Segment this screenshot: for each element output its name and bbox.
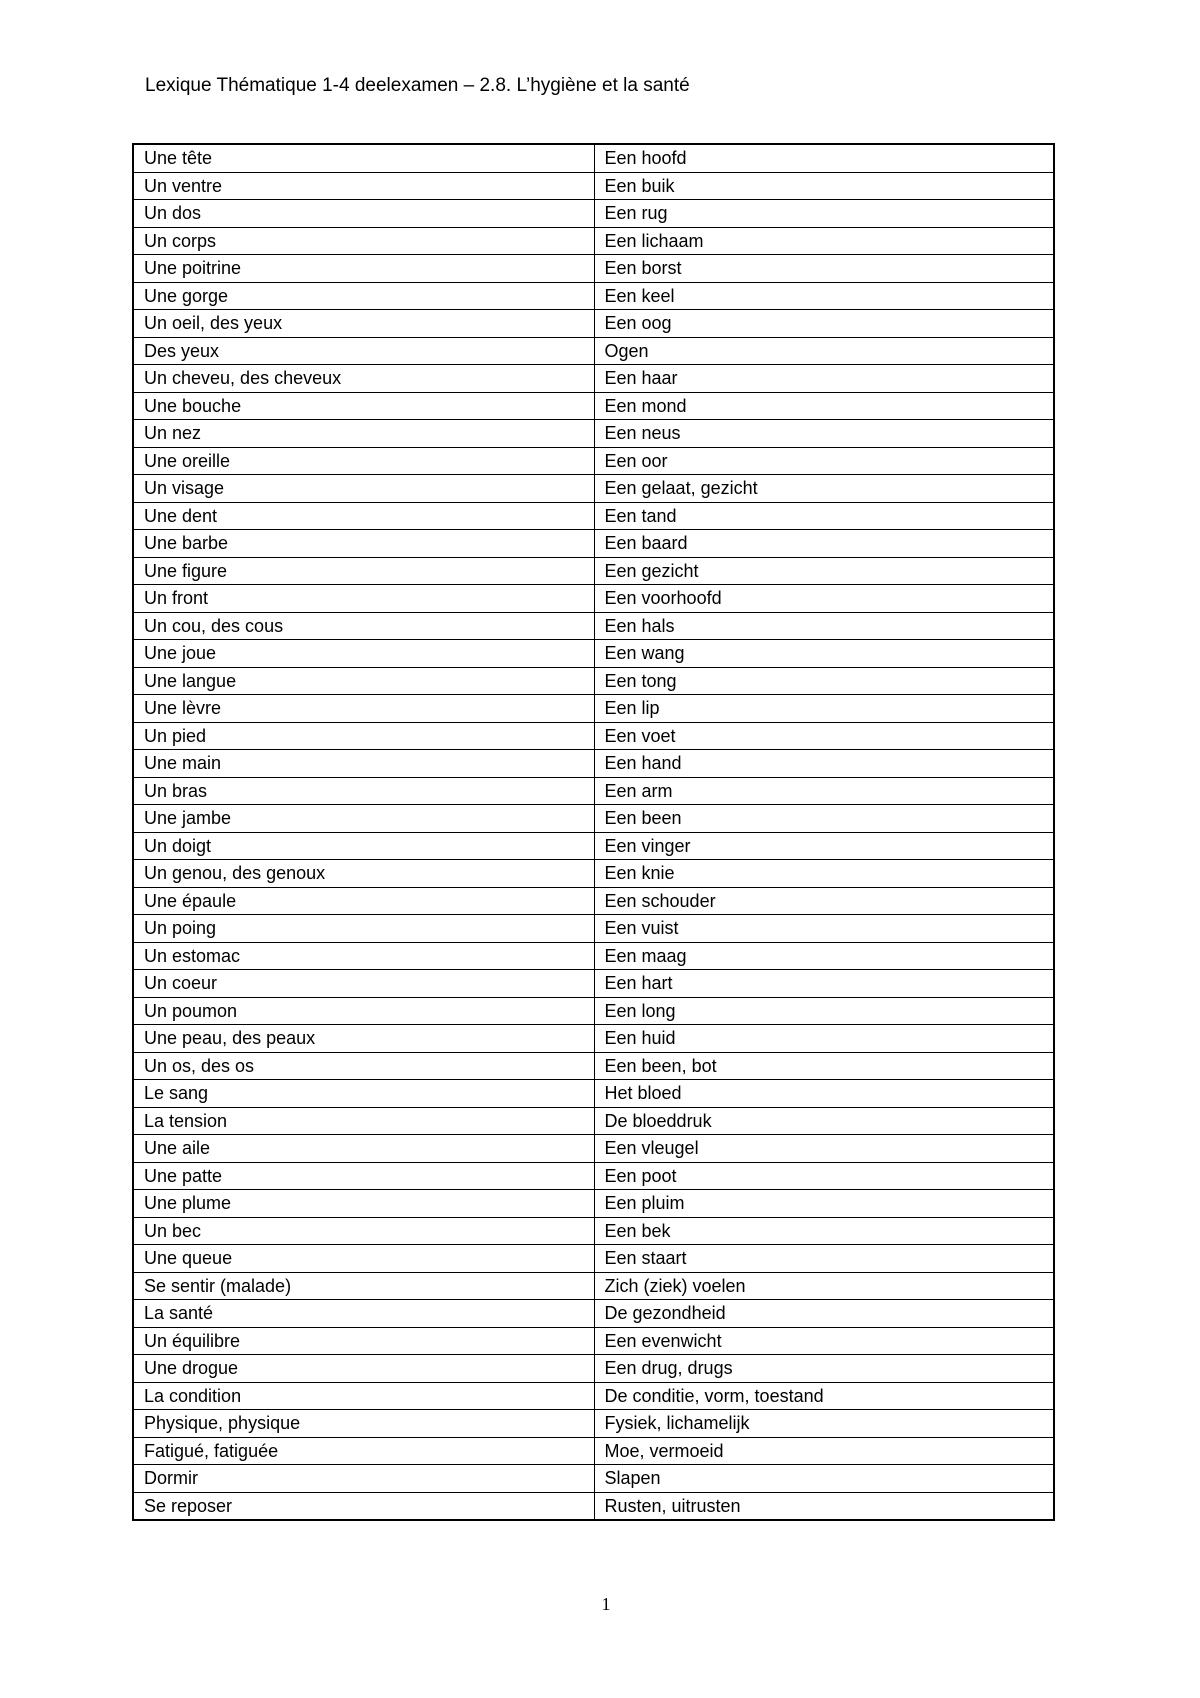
french-term-cell: Une main	[133, 750, 594, 778]
french-term-cell: Se sentir (malade)	[133, 1272, 594, 1300]
dutch-translation-cell: Een rug	[594, 200, 1054, 228]
french-term-cell: Physique, physique	[133, 1410, 594, 1438]
table-row	[133, 1410, 1054, 1438]
dutch-translation-cell: De conditie, vorm, toestand	[594, 1382, 1054, 1410]
dutch-translation-cell: Een hart	[594, 970, 1054, 998]
dutch-translation-cell: Een been, bot	[594, 1052, 1054, 1080]
table-row	[133, 777, 1054, 805]
french-term-cell: Un nez	[133, 420, 594, 448]
dutch-translation-cell: Een keel	[594, 282, 1054, 310]
table-row	[133, 144, 1054, 172]
dutch-translation-cell: Een wang	[594, 640, 1054, 668]
dutch-translation-cell: Zich (ziek) voelen	[594, 1272, 1054, 1300]
dutch-translation-cell: Een bek	[594, 1217, 1054, 1245]
table-row	[133, 970, 1054, 998]
french-term-cell: Une lèvre	[133, 695, 594, 723]
french-term-cell: Le sang	[133, 1080, 594, 1108]
dutch-translation-cell: Een tong	[594, 667, 1054, 695]
french-term-cell: Fatigué, fatiguée	[133, 1437, 594, 1465]
table-row	[133, 310, 1054, 338]
table-row	[133, 1465, 1054, 1493]
table-row	[133, 805, 1054, 833]
table-row	[133, 200, 1054, 228]
dutch-translation-cell: De bloeddruk	[594, 1107, 1054, 1135]
french-term-cell: Un estomac	[133, 942, 594, 970]
dutch-translation-cell: Een hand	[594, 750, 1054, 778]
table-row	[133, 860, 1054, 888]
table-row	[133, 640, 1054, 668]
table-row	[133, 1300, 1054, 1328]
french-term-cell: La tension	[133, 1107, 594, 1135]
dutch-translation-cell: Een been	[594, 805, 1054, 833]
table-row	[133, 1437, 1054, 1465]
french-term-cell: Une épaule	[133, 887, 594, 915]
table-row	[133, 1052, 1054, 1080]
dutch-translation-cell: Fysiek, lichamelijk	[594, 1410, 1054, 1438]
dutch-translation-cell: Een schouder	[594, 887, 1054, 915]
table-row	[133, 557, 1054, 585]
dutch-translation-cell: Een buik	[594, 172, 1054, 200]
dutch-translation-cell: Een arm	[594, 777, 1054, 805]
table-row	[133, 1327, 1054, 1355]
table-row	[133, 1245, 1054, 1273]
table-row	[133, 1355, 1054, 1383]
table-row	[133, 1107, 1054, 1135]
dutch-translation-cell: Een hoofd	[594, 144, 1054, 172]
french-term-cell: Une joue	[133, 640, 594, 668]
dutch-translation-cell: Een huid	[594, 1025, 1054, 1053]
french-term-cell: Des yeux	[133, 337, 594, 365]
french-term-cell: Une figure	[133, 557, 594, 585]
dutch-translation-cell: Een lip	[594, 695, 1054, 723]
table-row	[133, 722, 1054, 750]
french-term-cell: Une plume	[133, 1190, 594, 1218]
french-term-cell: Un ventre	[133, 172, 594, 200]
table-row	[133, 750, 1054, 778]
table-row	[133, 915, 1054, 943]
french-term-cell: Une oreille	[133, 447, 594, 475]
dutch-translation-cell: Een voet	[594, 722, 1054, 750]
french-term-cell: Une dent	[133, 502, 594, 530]
table-row	[133, 530, 1054, 558]
french-term-cell: Dormir	[133, 1465, 594, 1493]
table-row	[133, 475, 1054, 503]
dutch-translation-cell: Een oog	[594, 310, 1054, 338]
dutch-translation-cell: Een drug, drugs	[594, 1355, 1054, 1383]
table-row	[133, 255, 1054, 283]
french-term-cell: Un cou, des cous	[133, 612, 594, 640]
table-row	[133, 282, 1054, 310]
table-row	[133, 227, 1054, 255]
dutch-translation-cell: De gezondheid	[594, 1300, 1054, 1328]
vocabulary-table-body	[133, 144, 1054, 1520]
french-term-cell: Un bec	[133, 1217, 594, 1245]
french-term-cell: Un dos	[133, 200, 594, 228]
dutch-translation-cell: Een vuist	[594, 915, 1054, 943]
page-number: 1	[601, 1594, 611, 1614]
french-term-cell: Un poumon	[133, 997, 594, 1025]
table-row	[133, 695, 1054, 723]
table-row	[133, 1162, 1054, 1190]
dutch-translation-cell: Het bloed	[594, 1080, 1054, 1108]
table-row	[133, 612, 1054, 640]
french-term-cell: Un cheveu, des cheveux	[133, 365, 594, 393]
french-term-cell: Une queue	[133, 1245, 594, 1273]
french-term-cell: Une patte	[133, 1162, 594, 1190]
table-row	[133, 1135, 1054, 1163]
french-term-cell: Un poing	[133, 915, 594, 943]
dutch-translation-cell: Slapen	[594, 1465, 1054, 1493]
dutch-translation-cell: Een oor	[594, 447, 1054, 475]
french-term-cell: Une drogue	[133, 1355, 594, 1383]
dutch-translation-cell: Een knie	[594, 860, 1054, 888]
dutch-translation-cell: Een evenwicht	[594, 1327, 1054, 1355]
table-row	[133, 365, 1054, 393]
dutch-translation-cell: Een borst	[594, 255, 1054, 283]
dutch-translation-cell: Een staart	[594, 1245, 1054, 1273]
table-row	[133, 1492, 1054, 1520]
dutch-translation-cell: Ogen	[594, 337, 1054, 365]
table-row	[133, 1025, 1054, 1053]
dutch-translation-cell: Rusten, uitrusten	[594, 1492, 1054, 1520]
dutch-translation-cell: Een lichaam	[594, 227, 1054, 255]
table-row	[133, 172, 1054, 200]
table-row	[133, 942, 1054, 970]
table-row	[133, 997, 1054, 1025]
french-term-cell: La condition	[133, 1382, 594, 1410]
vocabulary-table	[132, 143, 1055, 1521]
french-term-cell: Un front	[133, 585, 594, 613]
table-row	[133, 1272, 1054, 1300]
table-row	[133, 887, 1054, 915]
dutch-translation-cell: Een baard	[594, 530, 1054, 558]
french-term-cell: Une langue	[133, 667, 594, 695]
french-term-cell: Une aile	[133, 1135, 594, 1163]
french-term-cell: Une bouche	[133, 392, 594, 420]
french-term-cell: Une jambe	[133, 805, 594, 833]
dutch-translation-cell: Een mond	[594, 392, 1054, 420]
french-term-cell: Un doigt	[133, 832, 594, 860]
dutch-translation-cell: Een haar	[594, 365, 1054, 393]
dutch-translation-cell: Een maag	[594, 942, 1054, 970]
french-term-cell: Un oeil, des yeux	[133, 310, 594, 338]
french-term-cell: Un corps	[133, 227, 594, 255]
dutch-translation-cell: Moe, vermoeid	[594, 1437, 1054, 1465]
table-row	[133, 1080, 1054, 1108]
french-term-cell: Une barbe	[133, 530, 594, 558]
french-term-cell: Un équilibre	[133, 1327, 594, 1355]
table-row	[133, 832, 1054, 860]
french-term-cell: Une peau, des peaux	[133, 1025, 594, 1053]
dutch-translation-cell: Een poot	[594, 1162, 1054, 1190]
page-title: Lexique Thématique 1-4 deelexamen – 2.8. L’hygiène et la santé	[145, 75, 690, 96]
table-row	[133, 392, 1054, 420]
french-term-cell: Une poitrine	[133, 255, 594, 283]
french-term-cell: Une gorge	[133, 282, 594, 310]
table-row	[133, 1190, 1054, 1218]
french-term-cell: La santé	[133, 1300, 594, 1328]
table-row	[133, 667, 1054, 695]
french-term-cell: Un pied	[133, 722, 594, 750]
table-row	[133, 1217, 1054, 1245]
table-row	[133, 447, 1054, 475]
dutch-translation-cell: Een vleugel	[594, 1135, 1054, 1163]
dutch-translation-cell: Een hals	[594, 612, 1054, 640]
table-row	[133, 585, 1054, 613]
dutch-translation-cell: Een gelaat, gezicht	[594, 475, 1054, 503]
french-term-cell: Un visage	[133, 475, 594, 503]
french-term-cell: Un genou, des genoux	[133, 860, 594, 888]
dutch-translation-cell: Een tand	[594, 502, 1054, 530]
dutch-translation-cell: Een long	[594, 997, 1054, 1025]
french-term-cell: Une tête	[133, 144, 594, 172]
dutch-translation-cell: Een vinger	[594, 832, 1054, 860]
french-term-cell: Se reposer	[133, 1492, 594, 1520]
table-row	[133, 420, 1054, 448]
french-term-cell: Un os, des os	[133, 1052, 594, 1080]
dutch-translation-cell: Een neus	[594, 420, 1054, 448]
table-row	[133, 337, 1054, 365]
table-row	[133, 1382, 1054, 1410]
dutch-translation-cell: Een voorhoofd	[594, 585, 1054, 613]
dutch-translation-cell: Een pluim	[594, 1190, 1054, 1218]
table-row	[133, 502, 1054, 530]
french-term-cell: Un coeur	[133, 970, 594, 998]
french-term-cell: Un bras	[133, 777, 594, 805]
dutch-translation-cell: Een gezicht	[594, 557, 1054, 585]
